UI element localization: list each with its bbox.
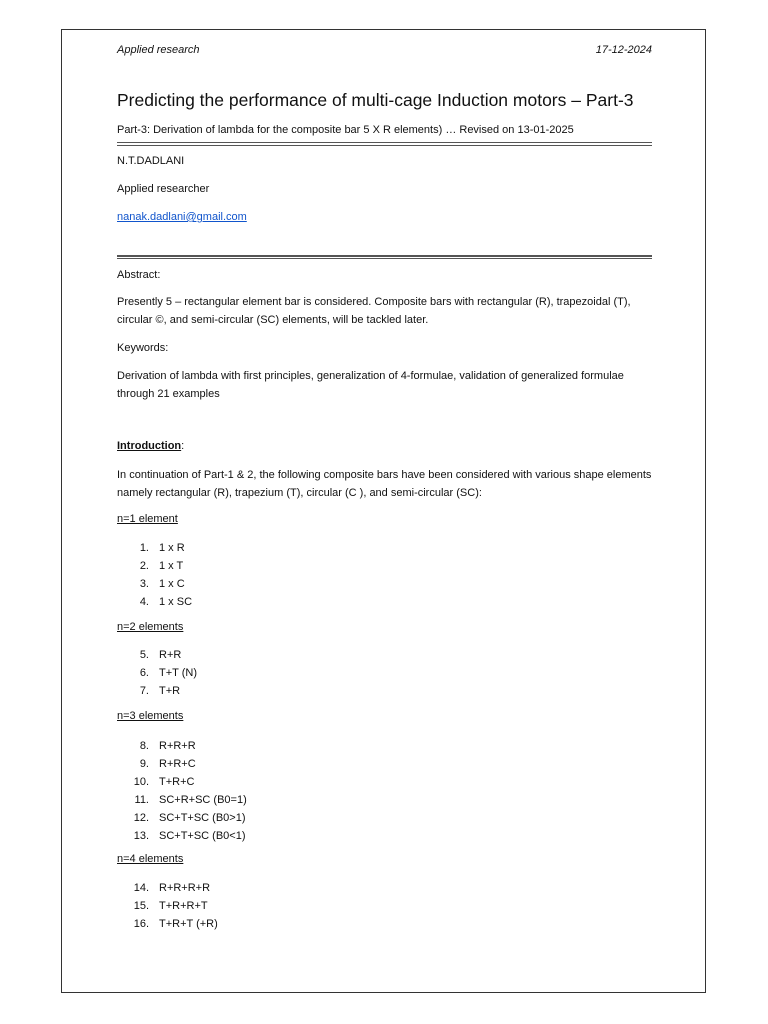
introduction-heading xyxy=(117,440,184,452)
introduction-colon: : xyxy=(181,440,185,452)
document-page: Applied research 17-12-2024 Predicting the performance of multi-cage Induction motors – Part-3 Part-3: Derivation of lambda for the composite bar 5 X R elements) … Revised on 13-01-2025 N.T.DADLANI Applied researcher nanak.dadlani@gmail.com Abstract: Presently 5 – rectangular element bar is considered. Composite bars with rectangular (R), trapezoidal (T), circular ©, and semi-circular (SC) elements, will be tackled later. Keywords: Derivation of lambda with first principles, generalization of 4-formulae, validation of generalized formulae through 21 examples Introduction: In continuation of Part-1 & 2, the following composite bars have been considered with various shape elements namely rectangular (R), trapezium (T), circular (C ), and semi-circular (SC): n=1 element 1. 1 x R 2. 1 x T 3. 1 x C 4. 1 x SC n=2 elements 5. R+R 6. T+T (N) 7. T+R n=3 elements 8. R+R+R 9. R+R+C 10. T+R+C 11. SC+R+SC (B0=1) 12. SC+T+SC (B0>1) 13. SC+T+SC (B0<1) n=4 elements 14. R+R+R+R 15. T+R+R+T 16. T+R+T (+R) xyxy=(61,29,706,993)
abstract-text: Presently 5 – rectangular element bar is considered. Composite bars with rectangular (R), trapezoidal (T), circular ©, and semi-circular (SC) elements, will be tackled later. xyxy=(117,296,631,326)
header-date: 17-12-2024 xyxy=(595,44,652,56)
keywords-text: Derivation of lambda with first principles, generalization of 4-formulae, validation of generalized formulae through 21 examples xyxy=(117,370,624,400)
author-role: Applied researcher xyxy=(117,183,210,195)
keywords-heading: Keywords: xyxy=(117,342,169,354)
introduction-text: In continuation of Part-1 & 2, the following composite bars have been considered with various shape elements namely rectangular (R), trapezium (T), circular (C ), and semi-circular (SC): xyxy=(117,469,652,499)
document-subtitle: Part-3: Derivation of lambda for the composite bar 5 X R elements) … Revised on 13-01-2025 xyxy=(117,124,574,136)
author-email-link[interactable]: nanak.dadlani@gmail.com xyxy=(117,211,247,223)
group-heading-n4: n=4 elements xyxy=(117,853,184,865)
header-divider xyxy=(117,255,652,259)
author-name: N.T.DADLANI xyxy=(117,155,185,167)
running-header xyxy=(117,44,652,56)
document-title: Predicting the performance of multi-cage Induction motors – Part-3 xyxy=(117,90,634,110)
header-label: Applied research xyxy=(117,44,200,56)
abstract-heading: Abstract: xyxy=(117,269,161,281)
group-heading-n3: n=3 elements xyxy=(117,710,184,722)
title-divider xyxy=(117,142,652,146)
group-heading-n1: n=1 element xyxy=(117,513,178,525)
introduction-title: Introduction xyxy=(117,440,182,452)
group-heading-n2: n=2 elements xyxy=(117,621,184,633)
